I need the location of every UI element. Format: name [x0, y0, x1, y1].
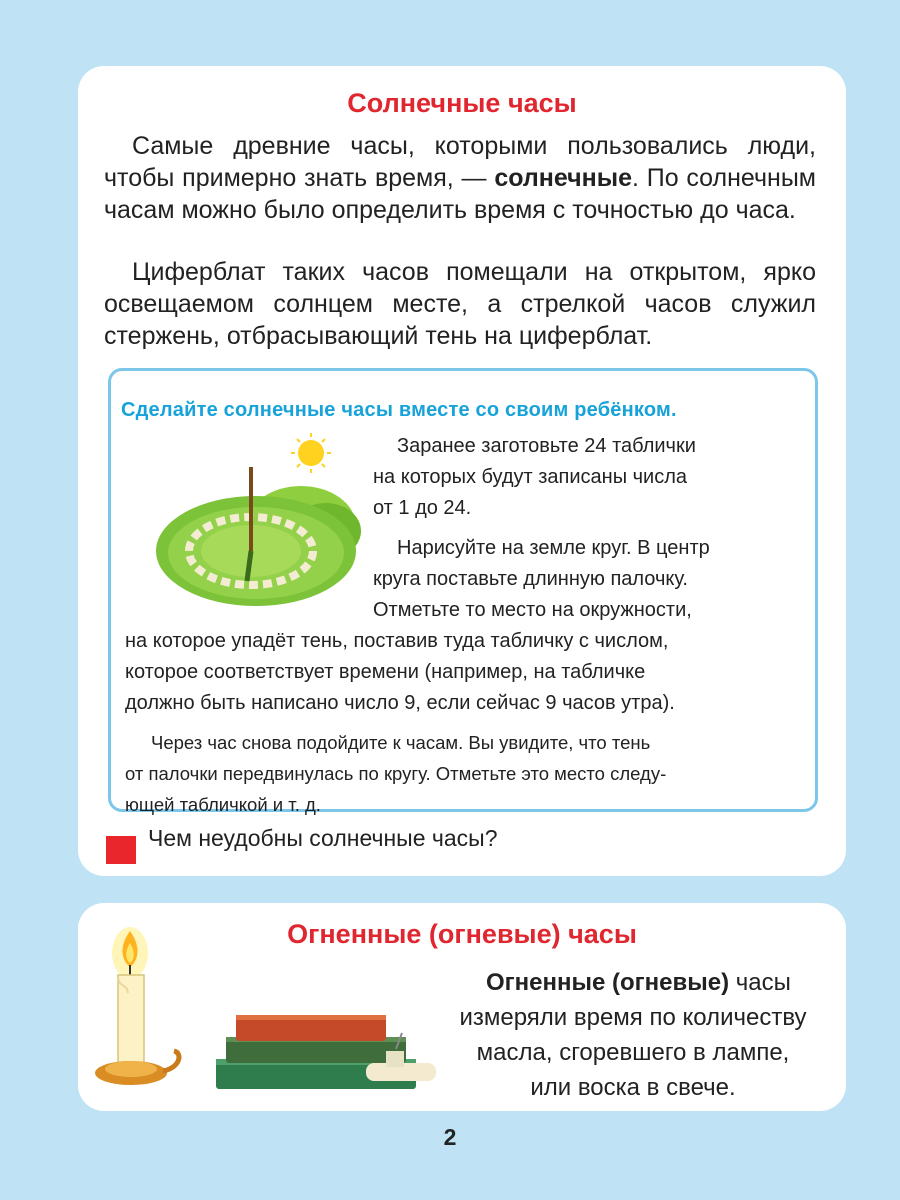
tip-line-7: на которое упадёт тень, поставив туда табличку с числом,: [125, 630, 669, 652]
question-marker-square: [106, 836, 136, 864]
tip-line-11: от палочки передвинулась по кругу. Отметьте это место следу-: [125, 763, 667, 784]
tip-line-9: должно быть написано число 9, если сейчас 9 часов утра).: [125, 692, 675, 714]
activity-tip-box: [108, 368, 818, 815]
fire-clock-line-1-rest: часы: [729, 969, 791, 996]
intro-text-start: Самые древние часы, которыми пользовались люди, чтобы примерно знать время, —: [104, 132, 816, 192]
tip-line-10: Через час снова подойдите к часам. Вы увидите, что тень: [151, 732, 651, 753]
intro-text-bold: солнечные: [494, 164, 632, 192]
fire-clock-section-card: [78, 903, 846, 1111]
fire-clock-bold: Огненные (огневые): [486, 969, 730, 996]
tip-line-12: ющей табличкой и т. д.: [125, 794, 321, 815]
fire-clock-line-4: или воска в свече.: [530, 1074, 736, 1101]
section-title-fire-clock: Огненные (огневые) часы: [287, 919, 637, 949]
tip-line-4: Нарисуйте на земле круг. В центр: [397, 537, 710, 559]
page-number: 2: [443, 1124, 457, 1150]
activity-tip-title: Сделайте солнечные часы вместе со своим ребёнком.: [121, 399, 677, 421]
tip-line-1: Заранее заготовьте 24 таблички: [397, 435, 696, 457]
sundial-intro-paragraph: [104, 130, 816, 226]
fire-clock-line-3: масла, сгоревшего в лампе,: [476, 1039, 790, 1066]
sundial-dial-paragraph: Циферблат таких часов помещали на открытом, ярко освещаемом солнцем месте, а стрелкой часов служил стержень, отбрасывающий тень на циферблат.: [104, 258, 816, 350]
sundial-section-card: [78, 66, 846, 876]
tip-line-8: которое соответствует времени (например, на табличке: [125, 661, 646, 683]
tip-line-2: на которых будут записаны числа: [373, 466, 688, 488]
tip-line-5: круга поставьте длинную палочку.: [373, 568, 688, 590]
tip-line-3: от 1 до 24.: [373, 497, 472, 519]
fire-clock-line-2: измеряли время по количеству: [459, 1004, 807, 1031]
section-title-sundial: Солнечные часы: [347, 88, 577, 118]
tip-line-6: Отметьте то место на окружности,: [373, 599, 692, 621]
intro-text-end: . По солнечным часам можно было определить время с точностью до часа.: [104, 164, 816, 224]
candle-illustration: [88, 923, 208, 1103]
fire-clock-line-1: [460, 965, 820, 1000]
books-illustration: [206, 963, 446, 1103]
sundial-illustration: [151, 431, 371, 611]
question-text: Чем неудобны солнечные часы?: [148, 825, 498, 851]
